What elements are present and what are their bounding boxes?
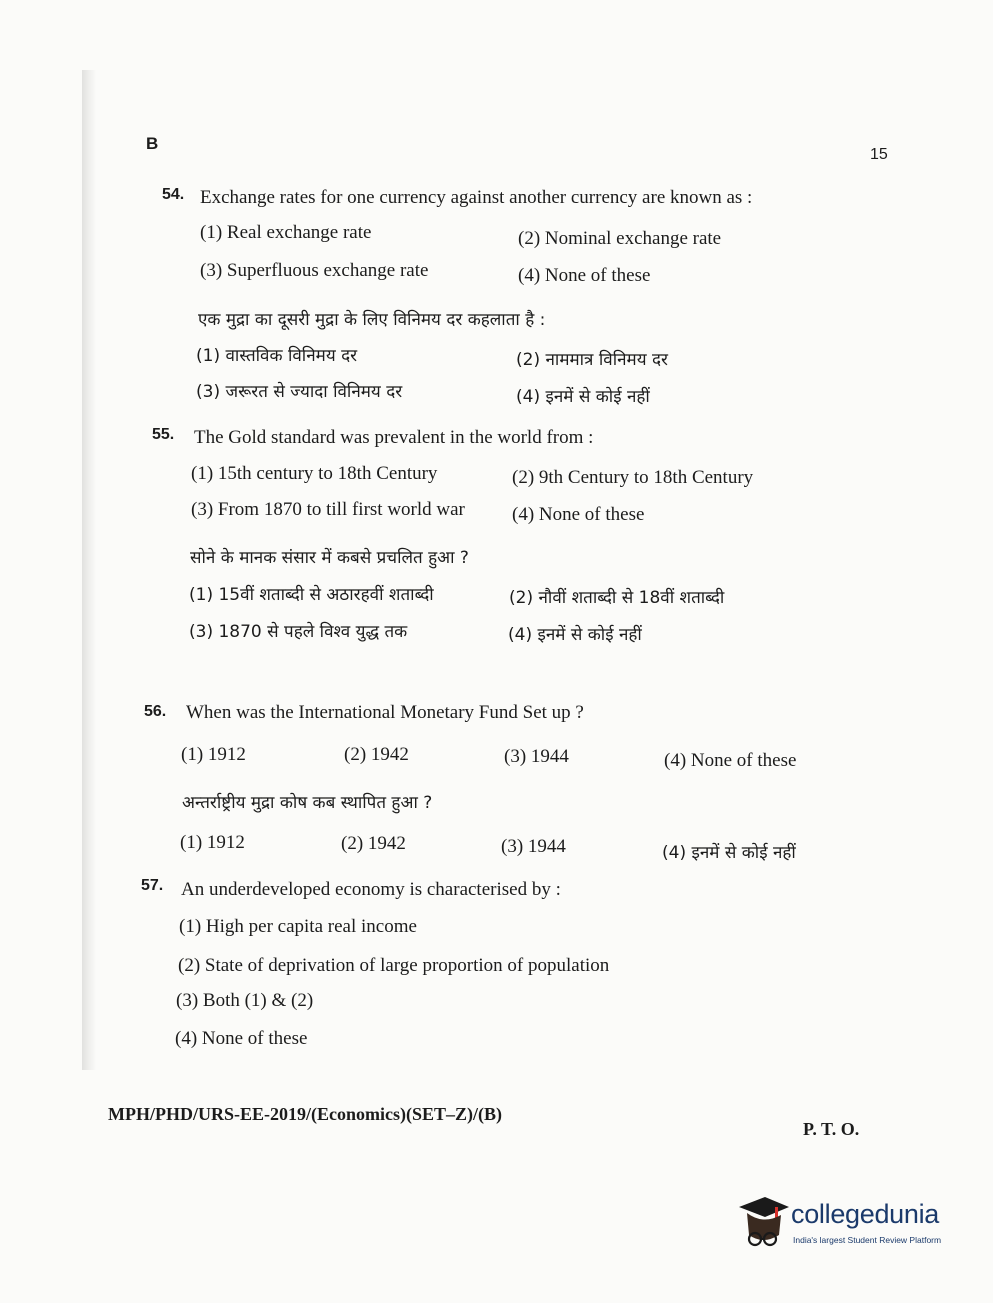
q56-option-2: (2) 1942 [344, 744, 409, 765]
collegedunia-tagline: India's largest Student Review Platform [793, 1235, 942, 1245]
q56-hindi-option-4: (4) इनमें से कोई नहीं [662, 843, 796, 863]
q56-hindi-option-2: (2) 1942 [341, 833, 406, 854]
question-55-text: The Gold standard was prevalent in the world from : [194, 427, 594, 448]
set-label: B [146, 134, 159, 153]
collegedunia-watermark [735, 1193, 965, 1263]
q54-hindi-option-1: (1) वास्तविक विनिमय दर [196, 346, 358, 366]
q56-option-3: (3) 1944 [504, 746, 569, 767]
question-56-text: When was the International Monetary Fund Set up ? [186, 702, 584, 723]
q56-hindi-option-1: (1) 1912 [180, 832, 245, 853]
collegedunia-brand: collegedunia [791, 1199, 940, 1229]
q56-hindi-option-3: (3) 1944 [501, 836, 566, 857]
page-number: 15 [870, 146, 888, 163]
q55-option-2: (2) 9th Century to 18th Century [512, 467, 754, 488]
page-binding-shadow [82, 70, 96, 1070]
question-54-number: 54. [162, 186, 185, 203]
question-55-number: 55. [152, 426, 175, 443]
q55-hindi-option-2: (2) नौवीं शताब्दी से 18वीं शताब्दी [509, 588, 725, 608]
question-56-number: 56. [144, 703, 167, 720]
q55-hindi-option-3: (3) 1870 से पहले विश्व युद्ध तक [189, 622, 408, 642]
question-57-text: An underdeveloped economy is characterised by : [181, 879, 561, 900]
q54-hindi-option-4: (4) इनमें से कोई नहीं [516, 387, 650, 407]
graduate-mascot-icon [735, 1193, 791, 1259]
q56-option-4: (4) None of these [664, 750, 797, 771]
q54-hindi-option-2: (2) नाममात्र विनिमय दर [516, 350, 668, 370]
q56-option-1: (1) 1912 [181, 744, 246, 765]
q55-option-4: (4) None of these [512, 504, 645, 525]
q54-hindi-option-3: (3) जरूरत से ज्यादा विनिमय दर [196, 382, 403, 402]
exam-code-footer: MPH/PHD/URS-EE-2019/(Economics)(SET–Z)/(B) [108, 1104, 502, 1124]
question-54-hindi: एक मुद्रा का दूसरी मुद्रा के लिए विनिमय दर कहलाता है : [198, 310, 546, 330]
q55-option-1: (1) 15th century to 18th Century [191, 463, 438, 484]
q57-option-3: (3) Both (1) & (2) [176, 990, 314, 1011]
q57-option-2: (2) State of deprivation of large proportion of population [178, 955, 610, 976]
question-56-hindi: अन्तर्राष्ट्रीय मुद्रा कोष कब स्थापित हुआ ? [182, 793, 433, 813]
q57-option-4: (4) None of these [175, 1028, 308, 1049]
question-57-number: 57. [141, 877, 164, 894]
question-55-hindi: सोने के मानक संसार में कबसे प्रचलित हुआ ? [190, 548, 469, 568]
q55-option-3: (3) From 1870 to till first world war [191, 499, 465, 520]
q54-option-2: (2) Nominal exchange rate [518, 228, 722, 249]
q54-option-1: (1) Real exchange rate [200, 222, 372, 243]
please-turn-over: P. T. O. [803, 1119, 860, 1139]
q55-hindi-option-4: (4) इनमें से कोई नहीं [508, 625, 642, 645]
mortarboard-cap [739, 1197, 789, 1217]
question-54-text: Exchange rates for one currency against another currency are known as : [200, 187, 753, 208]
q54-option-3: (3) Superfluous exchange rate [200, 260, 429, 281]
q55-hindi-option-1: (1) 15वीं शताब्दी से अठारहवीं शताब्दी [189, 585, 434, 605]
q57-option-1: (1) High per capita real income [179, 916, 417, 937]
q54-option-4: (4) None of these [518, 265, 651, 286]
